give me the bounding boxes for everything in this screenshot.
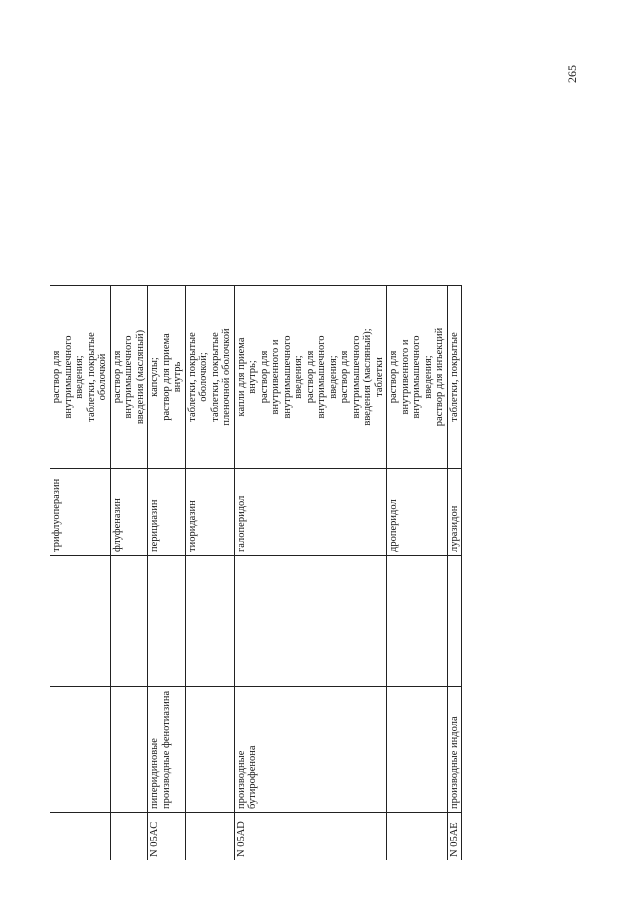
atc-code-cell: N 05AC (148, 813, 186, 861)
dosage-form-line: введения; (327, 355, 339, 399)
dosage-forms-cell (50, 286, 110, 469)
table-row (148, 286, 186, 861)
dosage-form-line: внутримышечного (281, 335, 293, 419)
dosage-form-line: пленочной оболочкой (221, 328, 232, 426)
atc-code-cell (185, 813, 234, 861)
dosage-form-line: введения (масляный) (134, 329, 146, 425)
atc-code-cell (387, 813, 448, 861)
dosage-form-line: раствор для (304, 350, 316, 404)
dosage-form-line: внутрь (172, 361, 183, 393)
dosage-forms-cell (387, 286, 448, 469)
dosage-form-line: внутривенного и (399, 339, 411, 415)
table-row (447, 286, 462, 861)
atc-code-cell (50, 813, 110, 861)
dosage-form-line: раствор для (339, 350, 350, 404)
blank-cell (148, 556, 186, 687)
inn-cell: перициазин (148, 469, 186, 556)
group-cell (185, 687, 234, 813)
group-cell: производные индола (447, 687, 462, 813)
atc-code-cell: N 05AE (447, 813, 462, 861)
atc-code-cell (110, 813, 148, 861)
dosage-form-line: введения (масляный); (362, 328, 373, 426)
dosage-form-line: таблетки, покрытые (186, 332, 198, 422)
dosage-form-line: капсулы; (149, 357, 160, 397)
dosage-form-line: внутримышечного (411, 335, 422, 419)
drug-table (50, 285, 462, 860)
inn-cell: флуфеназин (110, 469, 148, 556)
blank-cell (50, 556, 110, 687)
table-row (387, 286, 448, 861)
page-number: 265 (565, 65, 579, 83)
dosage-forms-cell (148, 286, 186, 469)
group-cell: производные бутирофенона (234, 687, 387, 813)
inn-cell: трифлуоперазин (50, 469, 110, 556)
dosage-forms-cell (447, 286, 462, 469)
dosage-form-line: введения; (422, 355, 434, 399)
group-cell (387, 687, 448, 813)
dosage-form-line: внутривенного и (270, 339, 281, 415)
dosage-form-line: раствор для (51, 350, 62, 404)
dosage-form-line: внутримышечного (123, 335, 134, 419)
atc-code-cell: N 05AD (234, 813, 387, 861)
dosage-form-line: внутримышечного (62, 335, 74, 419)
dosage-form-line: таблетки (373, 357, 385, 397)
table-row (50, 286, 110, 861)
dosage-form-line: раствор для (388, 350, 399, 404)
inn-cell: луразидон (447, 469, 462, 556)
dosage-form-line: введения; (74, 355, 85, 399)
dosage-form-line: таблетки, покрытые (85, 332, 97, 422)
group-cell: пиперидиновые производные фенотиазина (148, 687, 186, 813)
blank-cell (234, 556, 387, 687)
dosage-form-line: внутримышечного (316, 335, 327, 419)
inn-cell: тиоридазин (185, 469, 234, 556)
dosage-form-line: раствор для (111, 350, 123, 404)
dosage-form-line: оболочкой (97, 353, 108, 401)
inn-cell: галоперидол (234, 469, 387, 556)
dosage-form-line: раствор для (258, 350, 270, 404)
group-cell (110, 687, 148, 813)
table-row (110, 286, 148, 861)
blank-cell (185, 556, 234, 687)
dosage-form-line: внутрь; (247, 360, 258, 394)
dosage-form-line: таблетки, покрытые (448, 332, 460, 422)
blank-cell (387, 556, 448, 687)
blank-cell (447, 556, 462, 687)
inn-cell: дроперидол (387, 469, 448, 556)
rotated-table-container (50, 320, 562, 860)
drug-table-body (50, 286, 462, 861)
dosage-form-line: раствор для приема (160, 333, 172, 421)
group-cell (50, 687, 110, 813)
dosage-form-line: таблетки, покрытые (209, 332, 221, 422)
dosage-form-line: оболочкой; (198, 352, 209, 402)
dosage-form-line: капли для приема (235, 337, 247, 417)
dosage-form-line: введения; (293, 355, 304, 399)
table-row (185, 286, 234, 861)
blank-cell (110, 556, 148, 687)
dosage-form-line: раствор для инъекций (434, 327, 445, 427)
dosage-forms-cell (185, 286, 234, 469)
table-row (234, 286, 387, 861)
dosage-forms-cell (234, 286, 387, 469)
dosage-forms-cell (110, 286, 148, 469)
dosage-form-line: внутримышечного (350, 335, 362, 419)
